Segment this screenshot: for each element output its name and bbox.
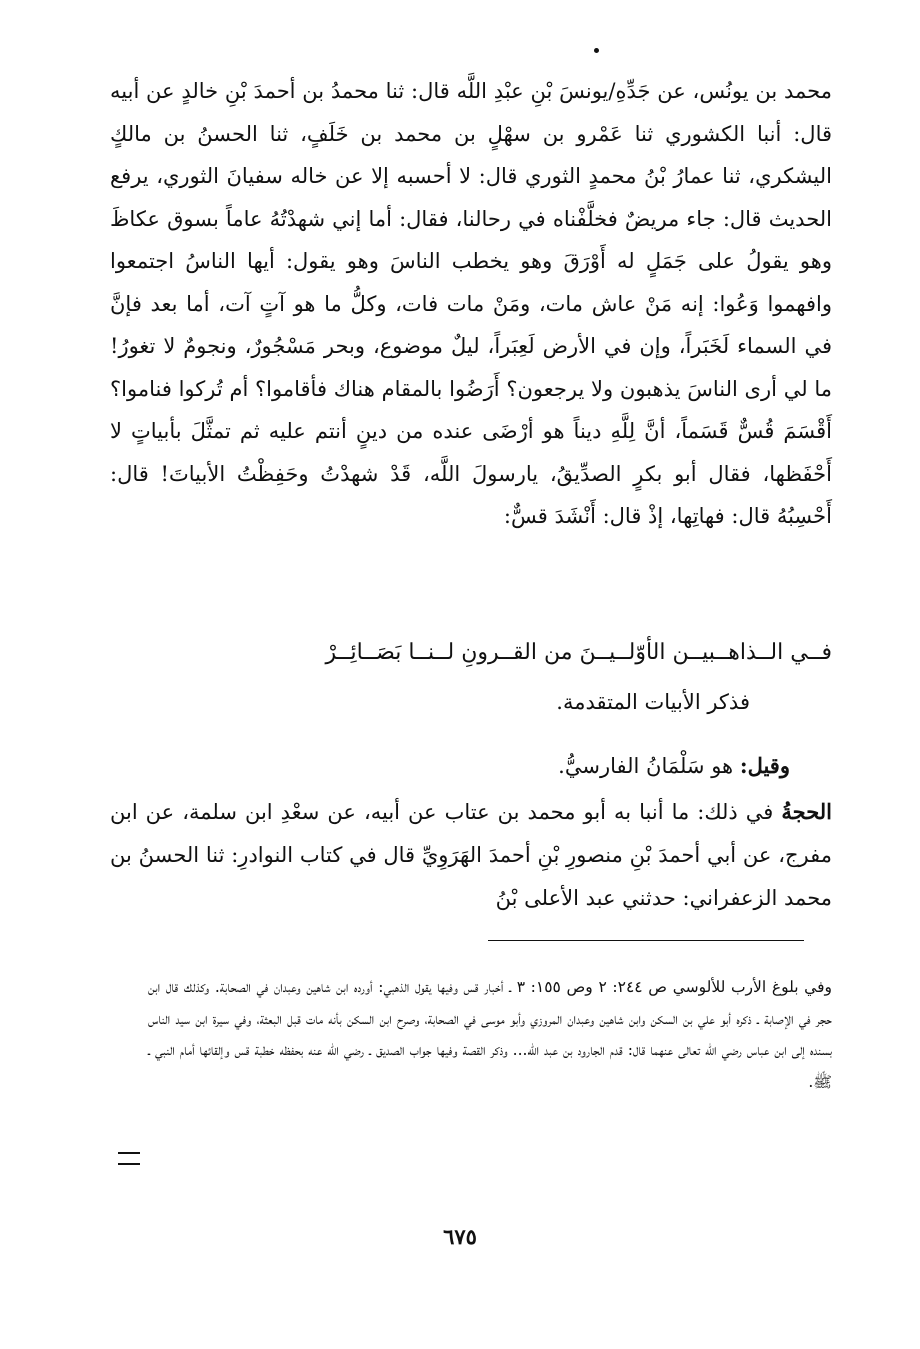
main-paragraph: محمد بن يونُس، عن جَدِّهِ/يونسَ بْنِ عبْدِ اللَّه قال: ثنا محمدُ بن أحمدَ بْنِ خالدٍ عن أبيه قال: أنبا الكشوري ثنا عَمْرو بن سهْلٍ بن محمد بن خَلَفٍ، ثنا الحسنُ بن مالكٍ اليشكري، ثنا عمارُ بْنُ محمدٍ الثوري قال: لا أحسبه إلا عن خاله سفيانَ الثوري، يرفع الحديث قال: جاء مريضٌ فخلَّفْناه في رحالنا، فقال: أما إني شهدْتُهُ عاماً بسوق عكاظَ وهو يقولُ على جَمَلٍ له أَوْرَقَ وهو يخطب الناسَ وهو يقول: أيها الناسُ اجتمعوا وافهموا وَعُوا: إنه مَنْ عاش مات، ومَنْ مات فات، وكلُّ ما هو آتٍ آت، أما بعد فإنَّ في السماء لَخَبَراً، وإن في الأرض لَعِبَراً، ليلٌ موضوع، وبحر مَسْجُورٌ، ونجومٌ لا تغورُ! ما لي أرى الناسَ يذهبون ولا يرجعون؟ أَرَضُوا بالمقام هناك فأقاموا؟ أم تُركوا فناموا؟ أَقْسَمَ قُسٌّ قَسَماً، أنَّ لِلَّهِ ديناً هو أرْضَى عنده من دينٍ أنتم عليه ثم تمثَّلَ بأبياتٍ لا أَحْفَظها، فقال أبو بكرٍ الصدِّيقُ، يارسولَ اللَّه، قَدْ شهدْتُ وحَفِظْتُ الأبياتَ! قال: أَحْسِبُهُ قال: فهاتِها، إذْ قال: أَنْشَدَ قسٌّ: [110,79,832,528]
qila-label: وقيل: [739,753,790,778]
hujja-text: في ذلك: ما أنبا به أبو محمد بن عتاب عن أبيه، عن سعْدِ ابن سلمة، عن ابن مفرج، عن أبي أحمدَ بْنِ منصورِ بْنِ أحمدَ الهَرَوِيِّ قال في كتاب النوادرِ: ثنا الحسنُ بن محمد الزعفراني: حدثني عبد الأعلى بْنُ [110,800,832,910]
verse-note: فذكر الأبيات المتقدمة. [556,690,750,714]
verse-first-hemistich: فــي الــذاهــبيــن الأوّلــيــنَ من القــرونِ لــنــا بَصَــائِــرْ [325,640,832,665]
hujja-paragraph [110,790,832,920]
continuation-mark [118,1152,140,1165]
main-text-block [110,70,832,538]
poetry-verse [118,640,832,684]
qila-line [300,746,790,786]
top-dot-mark [594,48,599,53]
footnote-separator [488,940,804,941]
footnote: وفي بلوغ الأرب للألوسي ص ٢٤٤: ٢ وص ١٥٥: ٣ ـ أخبار قس وفيها يقول الذهبي: أورده ابن شاهين وعبدان في الصحابة. وكذلك قال ابن حجر في الإصابة ـ ذكره أبو علي بن السكن وابن شاهين وعبدان المروزي وأبو موسى في الصحابة، وصرح ابن السكن بأنه مات قبل البعثة، وفي سيرة ابن سيد الناس بسنده إلى ابن عباس رضي الله تعالى عنهما قال: قدم الجارود بن عبد الله... وذكر القصة وفيها جواب الصديق ـ رضي الله عنه بحفظه خطبة قس وإلقائها أمام النبي ـ ﷺ. [148,978,832,1091]
qila-text: هو سَلْمَانُ الفارسيُّ. [558,754,734,778]
hujja-label: الحجةُ [781,799,832,824]
page-number: ٦٧٥ [443,1224,477,1249]
